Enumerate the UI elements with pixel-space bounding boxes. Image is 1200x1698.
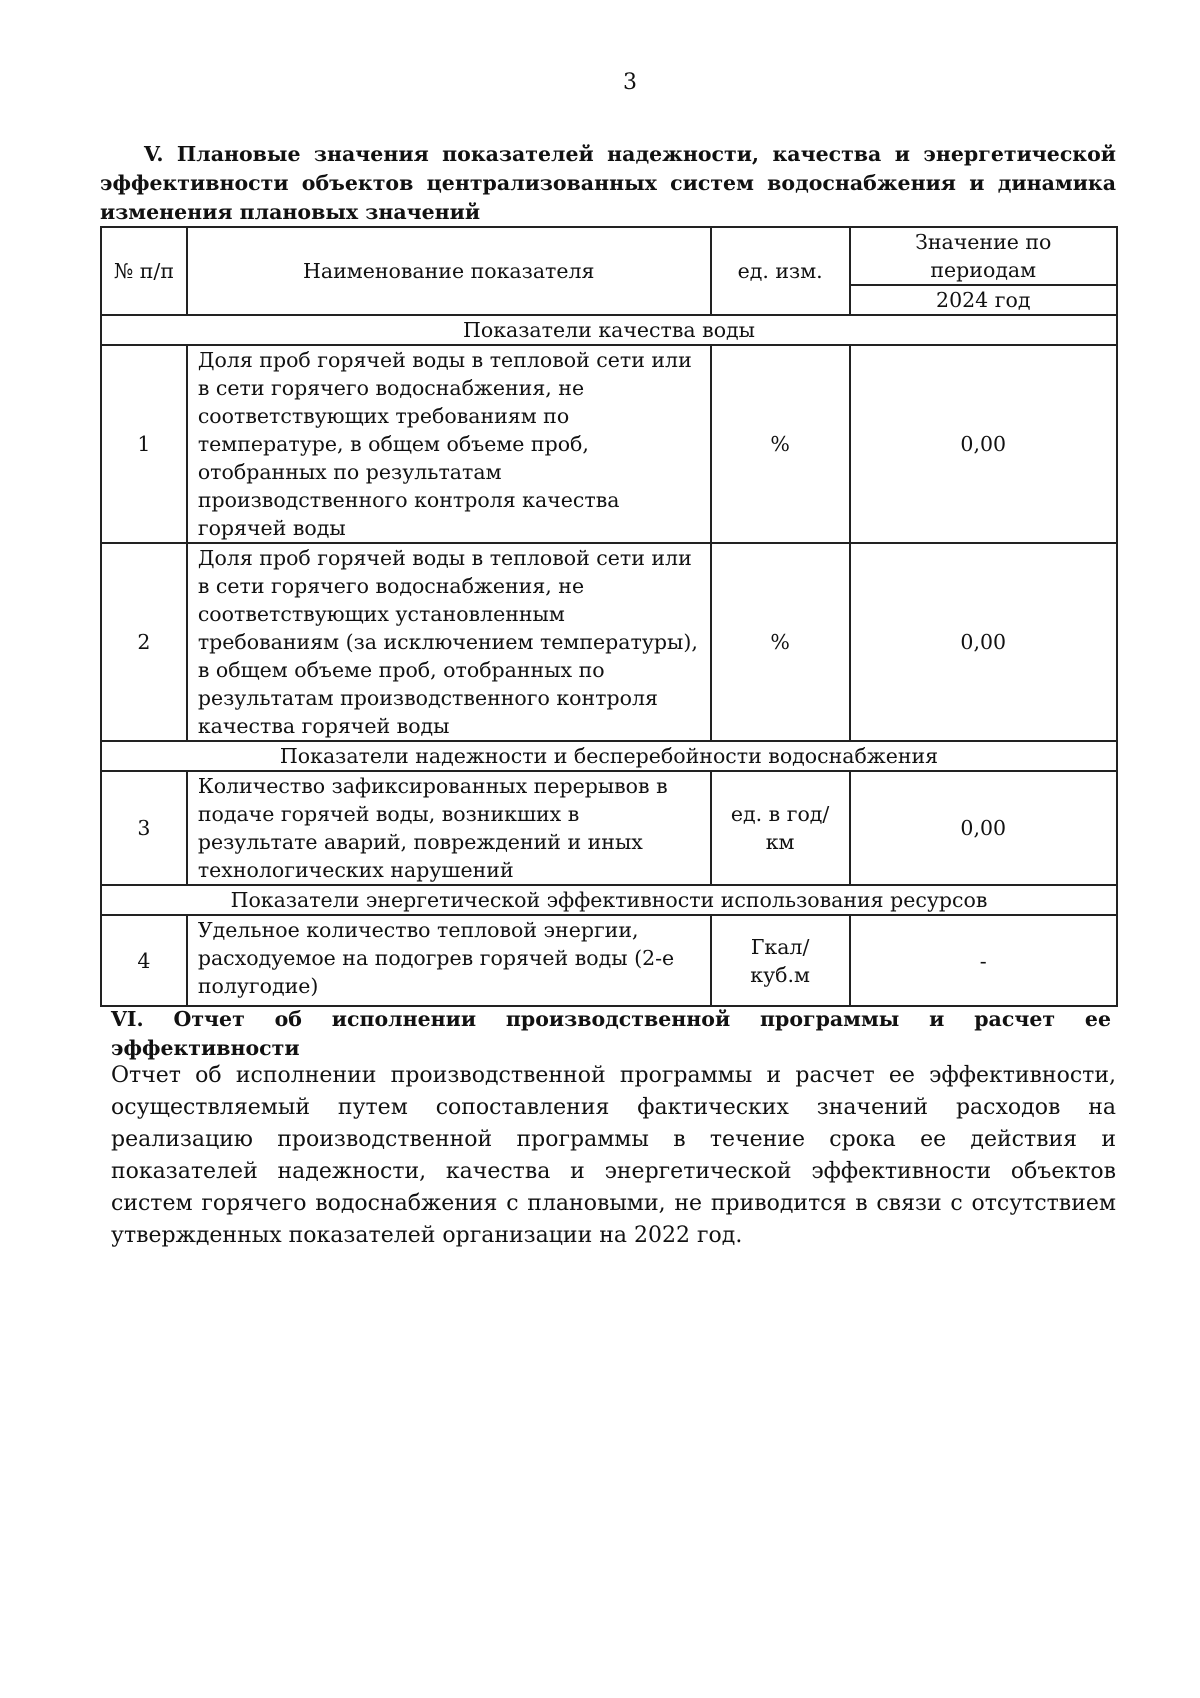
header-unit: ед. изм. [711, 227, 850, 315]
table-header-row [101, 227, 1117, 285]
group-quality: Показатели качества воды [101, 315, 1117, 345]
table-row [101, 543, 1117, 741]
group-energy: Показатели энергетической эффективности использования ресурсов [101, 885, 1117, 915]
section-vi-title: VI. Отчет об исполнении производственной программы и расчет ее эффективности [111, 1007, 1111, 1060]
header-num: № п/п [101, 227, 187, 315]
header-name: Наименование показателя [187, 227, 711, 315]
row-num: 3 [101, 771, 187, 885]
header-year: 2024 год [850, 285, 1118, 315]
row-num: 4 [101, 915, 187, 1006]
page-number: 3 [623, 70, 637, 95]
row-value: - [850, 915, 1118, 1006]
row-unit: % [711, 345, 850, 543]
row-name: Доля проб горячей воды в тепловой сети или в сети горячего водоснабжения, не соответствующих требованиям по температуре, в общем объеме проб, отобранных по результатам производственного контроля качества горячей воды [187, 345, 711, 543]
row-unit: % [711, 543, 850, 741]
group-row [101, 741, 1117, 771]
group-row [101, 315, 1117, 345]
report-paragraph: Отчет об исполнении производственной программы и расчет ее эффективности, осуществляемый путем сопоставления фактических значений расходов на реализацию производственной программы в течение срока ее действия и показателей надежности, качества и энергетической эффективности объектов систем горячего водоснабжения с плановыми, не приводится в связи с отсутствием утвержденных показателей организации на 2022 год. [111, 1063, 1116, 1248]
table-row [101, 915, 1117, 1006]
row-unit: ед. в год/ км [711, 771, 850, 885]
row-value: 0,00 [850, 771, 1118, 885]
row-value: 0,00 [850, 543, 1118, 741]
section-v-title: V. Плановые значения показателей надежности, качества и энергетической эффективности объектов централизованных систем водоснабжения и динамика изменения плановых значений [100, 142, 1116, 224]
row-name: Доля проб горячей воды в тепловой сети или в сети горячего водоснабжения, не соответствующих установленным требованиям (за исключением температуры), в общем объеме проб, отобранных по результатам производственного контроля качества горячей воды [187, 543, 711, 741]
row-unit: Гкал/куб.м [711, 915, 850, 1006]
row-num: 1 [101, 345, 187, 543]
row-value: 0,00 [850, 345, 1118, 543]
header-period: Значение по периодам [850, 227, 1118, 285]
table-row [101, 771, 1117, 885]
group-row [101, 885, 1117, 915]
table-row [101, 345, 1117, 543]
row-name: Удельное количество тепловой энергии, расходуемое на подогрев горячей воды (2-е полугодие) [187, 915, 711, 1006]
group-reliability: Показатели надежности и бесперебойности водоснабжения [101, 741, 1117, 771]
row-name: Количество зафиксированных перерывов в подаче горячей воды, возникших в результате аварий, повреждений и иных технологических нарушений [187, 771, 711, 885]
row-num: 2 [101, 543, 187, 741]
indicators-table [100, 226, 1118, 1007]
